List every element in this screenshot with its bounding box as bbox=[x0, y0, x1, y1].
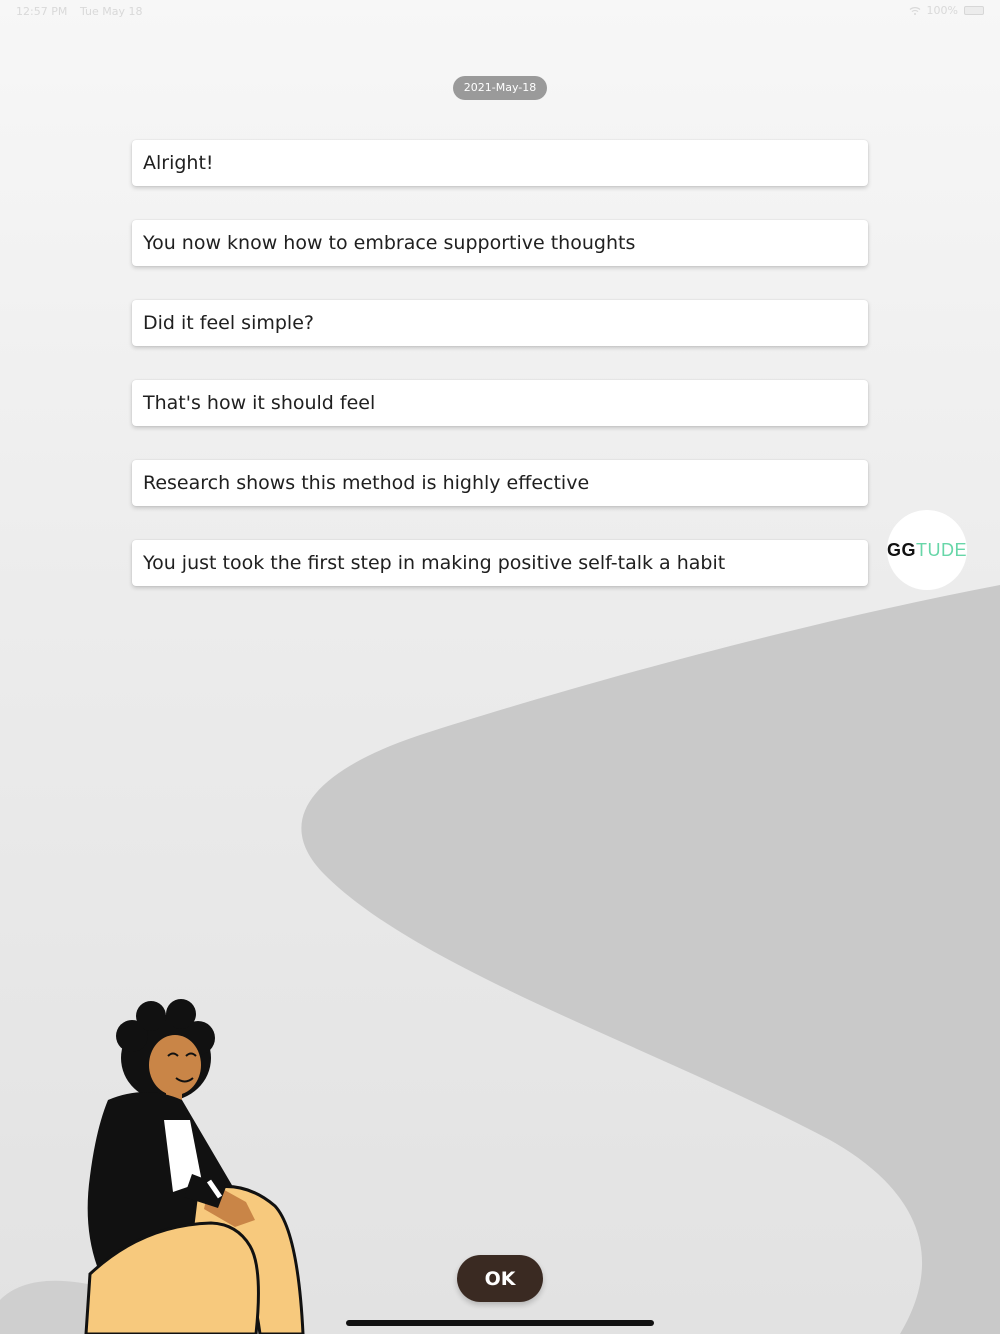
message-bubble: You just took the first step in making positive self-talk a habit bbox=[132, 540, 868, 586]
ok-button[interactable]: OK bbox=[457, 1255, 543, 1302]
battery-percentage: 100% bbox=[926, 4, 958, 17]
status-bar bbox=[0, 0, 1000, 24]
status-time: 12:57 PM bbox=[16, 5, 68, 18]
wifi-icon bbox=[909, 6, 921, 16]
status-right bbox=[909, 4, 984, 17]
message-bubble: You now know how to embrace supportive thoughts bbox=[132, 220, 868, 266]
message-list bbox=[132, 140, 868, 620]
home-indicator bbox=[346, 1320, 654, 1326]
battery-icon bbox=[964, 6, 984, 15]
person-sitting-illustration bbox=[72, 996, 322, 1334]
status-date: Tue May 18 bbox=[80, 5, 143, 18]
coach-avatar bbox=[887, 510, 967, 590]
logo-dark-text: GG bbox=[887, 539, 917, 560]
conversation-date: 2021-May-18 bbox=[453, 76, 547, 100]
message-bubble: That's how it should feel bbox=[132, 380, 868, 426]
logo-light-text: TUDE bbox=[916, 539, 968, 560]
message-bubble: Did it feel simple? bbox=[132, 300, 868, 346]
message-bubble: Alright! bbox=[132, 140, 868, 186]
message-bubble: Research shows this method is highly effective bbox=[132, 460, 868, 506]
